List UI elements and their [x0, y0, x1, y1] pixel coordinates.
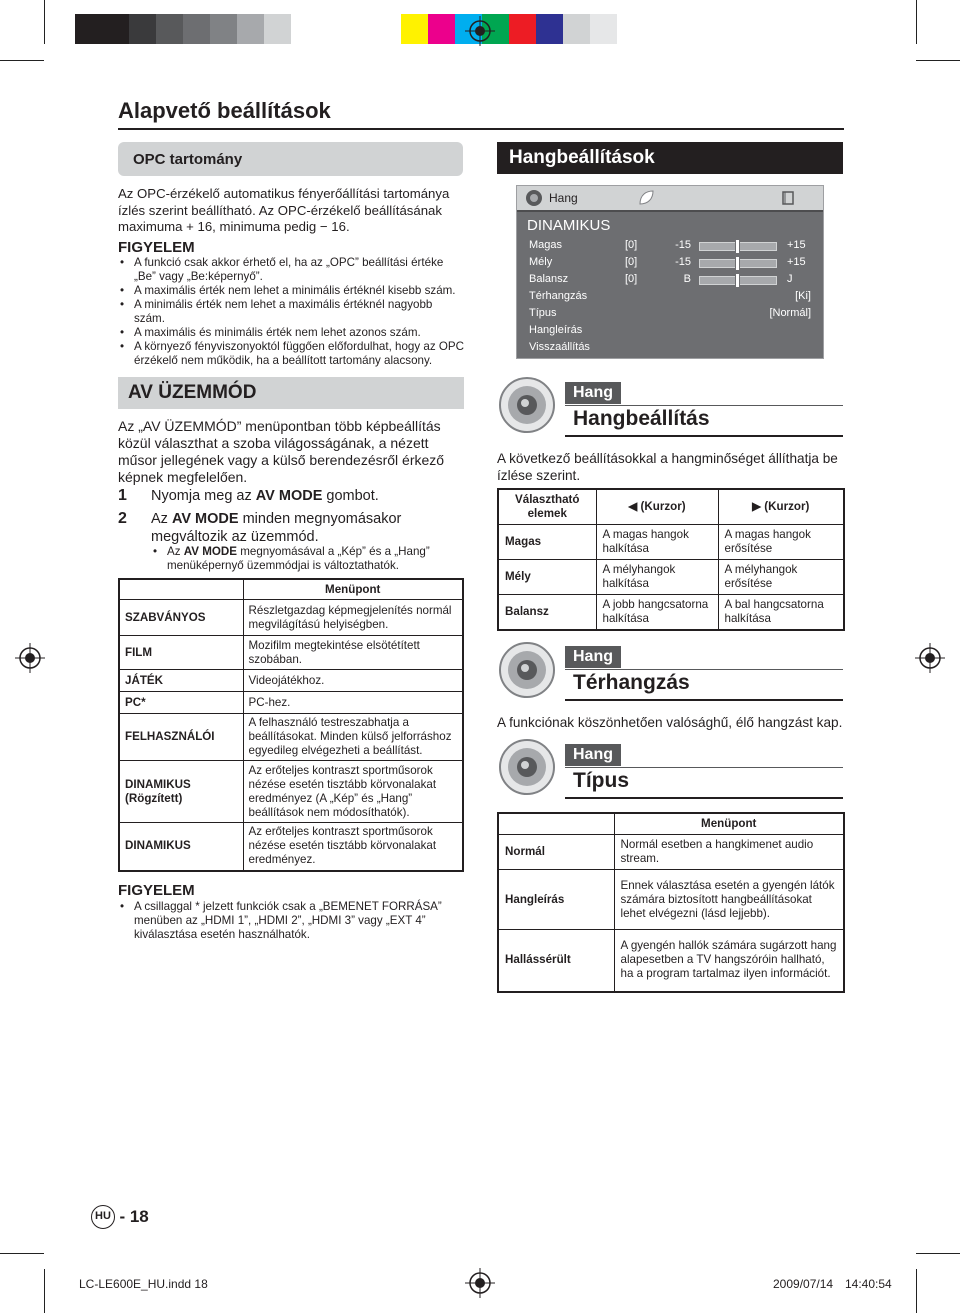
color-swatch [156, 14, 183, 44]
step-text: gombot. [326, 488, 379, 504]
footer-file: LC-LE600E_HU.indd 18 [79, 1277, 208, 1291]
crop-mark [44, 1269, 45, 1313]
osd-menu-item[interactable] [529, 273, 811, 288]
step-text: Az [151, 511, 168, 527]
table-row [119, 714, 463, 761]
av-section-heading [118, 377, 464, 409]
table-row [498, 595, 844, 631]
registration-mark-icon [15, 643, 45, 673]
osd-item-value: [0] [625, 239, 638, 251]
table-cell-value: A magas hangok halkítása [596, 525, 718, 560]
section-title: Típus [573, 769, 629, 792]
table-cell-value: A magas hangok erősítése [718, 525, 844, 560]
list-item: • A maximális és minimális érték nem lehet azonos szám. [118, 326, 464, 340]
osd-slider[interactable] [699, 259, 777, 268]
osd-slider-max: J [787, 273, 793, 285]
osd-slider-max: +15 [787, 256, 806, 268]
osd-content [517, 212, 823, 358]
table-cell-value: Videojátékhoz. [243, 670, 463, 692]
step-2-note [151, 545, 463, 573]
table-row [119, 823, 463, 871]
table-cell-value: Ennek választása esetén a gyengén látók számára biztosított hangbeállításokat lehet elvégezni (lásd lejjebb). [614, 870, 844, 930]
osd-tab-bar [517, 186, 823, 210]
section-rule [565, 767, 843, 768]
table-cell-key: Mély [498, 560, 596, 595]
osd-mode: DINAMIKUS [527, 217, 611, 234]
color-swatch [428, 14, 455, 44]
table-cell-key: Hangleírás [498, 870, 614, 930]
speaker-icon [498, 738, 556, 796]
osd-item-label: Mély [529, 256, 553, 268]
table-row [119, 670, 463, 692]
table-cell-value: A bal hangcsatorna halkítása [718, 595, 844, 631]
table-cell-key: Normál [498, 835, 614, 870]
list-item: • A környező fényviszonyoktól függően előfordulhat, hogy az OPC érzékelő nem működik, ha a beállított tartomány alacsony. [118, 340, 464, 368]
table-header: Menüpont [614, 813, 844, 835]
registration-mark-icon [465, 16, 495, 46]
leaf-icon [637, 189, 655, 207]
step-2 [118, 510, 464, 546]
osd-item-label: Balansz [529, 273, 569, 285]
table-cell-value: A mélyhangok halkítása [596, 560, 718, 595]
table-row [498, 870, 844, 930]
table-cell-value: A mélyhangok erősítése [718, 560, 844, 595]
av-intro: Az „AV ÜZEMMÓD” menüpontban több képbeállítás közül választhat a szoba világosságának, a nézett műsor jellegének vagy a külső berendezésről érkező képnek megfelelően. [118, 418, 445, 485]
color-swatch [563, 14, 590, 44]
sound-type-table [497, 812, 845, 993]
color-swatch [237, 14, 264, 44]
table-cell-value: A jobb hangcsatorna halkítása [596, 595, 718, 631]
slider-knob[interactable] [735, 239, 740, 254]
menu-tag: Hang [565, 646, 621, 668]
osd-tab-label[interactable]: Hang [549, 191, 578, 205]
color-swatch [183, 14, 210, 44]
osd-sound-menu [516, 185, 824, 359]
table-cell-key: PC* [119, 692, 243, 714]
osd-item-value: [0] [625, 256, 638, 268]
language-badge: HU [91, 1205, 115, 1229]
footer-date: 2009/07/14 [773, 1277, 834, 1291]
list-item: • A funkció csak akkor érhető el, ha az „OPC” beállítási értéke „Be” vagy „Be:képernyő”. [118, 256, 464, 284]
table-cell-key: DINAMIKUS (Rögzített) [119, 761, 243, 823]
speaker-icon [498, 641, 556, 699]
av-mode-key: AV MODE [171, 511, 239, 527]
color-swatch [102, 14, 129, 44]
color-swatch [536, 14, 563, 44]
crop-mark [44, 0, 45, 44]
table-row [119, 761, 463, 823]
color-swatch [129, 14, 156, 44]
color-swatch [75, 14, 102, 44]
footer-time: 14:40:54 [845, 1277, 892, 1291]
crop-mark [916, 1269, 917, 1313]
osd-item-label: Magas [529, 239, 563, 251]
table-header: ◀ (Kurzor) [596, 489, 718, 525]
step-1 [118, 487, 464, 505]
section-rule [565, 669, 843, 670]
table-row [498, 560, 844, 595]
menu-tag: Hang [565, 382, 621, 404]
opc-heading-text: OPC tartomány [133, 151, 243, 168]
table-row [119, 692, 463, 714]
section-rule [565, 699, 843, 701]
osd-item-label: Visszaállítás [529, 341, 590, 353]
table-cell-value: A felhasználó testreszabhatja a beállításokat. Minden külső jelforráshoz egyedileg elvégezheti a beállítást. [243, 714, 463, 761]
table-cell-key: JÁTÉK [119, 670, 243, 692]
table-header: ▶ (Kurzor) [718, 489, 844, 525]
step-number: 2 [118, 510, 127, 527]
section-rule [565, 797, 843, 799]
osd-item-value: [Ki] [795, 290, 811, 302]
osd-item-value: [0] [625, 273, 638, 285]
speaker-icon [525, 189, 543, 207]
section-intro: A következő beállításokkal a hangminőséget állíthatja be ízlése szerint. [497, 451, 838, 483]
page-number-text: - 18 [119, 1207, 149, 1226]
list-item: • A csillaggal * jelzett funkciók csak a „BEMENET FORRÁSA” menüben az „HDMI 1”, „HDMI 2”, „HDMI 3” vagy „EXT 4” kiválasztása esetén használhatók. [118, 900, 458, 942]
page-title: Alapvető beállítások [118, 98, 331, 123]
osd-slider-min: -15 [675, 256, 691, 268]
opc-section-heading [118, 142, 463, 176]
osd-menu-item[interactable] [529, 307, 811, 322]
osd-menu-item[interactable] [529, 290, 811, 305]
menu-tag: Hang [565, 744, 621, 766]
osd-menu-item[interactable] [529, 256, 811, 271]
step-text: minden megnyomásakor megváltozik az üzemmód. [151, 511, 402, 545]
sound-settings-header [497, 142, 843, 174]
table-cell-value: Az erőteljes kontraszt sportműsorok nézése esetén tisztább körvonalakat eredményez (A „Kép” és „Hang” beállítások nem módosíthatók). [243, 761, 463, 823]
opc-intro: Az OPC-érzékelő automatikus fényerőállítási tartománya ízlés szerint beállítható. Az OPC-érzékelő beállításának maximuma + 16, minimuma pedig − 16. [118, 186, 450, 234]
list-item: • A minimális érték nem lehet a maximális értéknél nagyobb szám. [118, 298, 464, 326]
av-note-list [118, 900, 458, 942]
color-swatch [590, 14, 617, 44]
av-heading-text: AV ÜZEMMÓD [128, 382, 257, 403]
osd-slider[interactable] [699, 242, 777, 251]
osd-item-label: Hangleírás [529, 324, 583, 336]
table-row [498, 525, 844, 560]
settings-icon [779, 189, 797, 207]
table-header: Menüpont [243, 579, 463, 600]
section-rule [565, 435, 843, 437]
osd-menu-item[interactable] [529, 324, 811, 339]
osd-menu-item[interactable] [529, 341, 811, 356]
crop-mark [0, 60, 44, 61]
osd-menu-item[interactable] [529, 239, 811, 254]
table-cell-key: FILM [119, 636, 243, 670]
sound-settings-table [497, 488, 845, 631]
color-swatch [509, 14, 536, 44]
osd-slider-min: -15 [675, 239, 691, 251]
list-item: • A maximális érték nem lehet a minimális értéknél kisebb szám. [118, 284, 464, 298]
table-row [498, 835, 844, 870]
osd-slider[interactable] [699, 276, 777, 285]
table-cell-value: Az erőteljes kontraszt sportműsorok nézése esetén tisztább körvonalakat eredményez. [243, 823, 463, 871]
table-cell-key: Balansz [498, 595, 596, 631]
table-cell-key: FELHASZNÁLÓI [119, 714, 243, 761]
table-cell-key: DINAMIKUS [119, 823, 243, 871]
sound-settings-title: Hangbeállítások [509, 147, 655, 168]
table-cell-value: Mozifilm megtekintése elsötétített szobában. [243, 636, 463, 670]
table-row [119, 636, 463, 670]
osd-item-label: Típus [529, 307, 557, 319]
table-header: Választható elemek [498, 489, 596, 525]
section-title: Térhangzás [573, 671, 690, 694]
table-cell-value: PC-hez. [243, 692, 463, 714]
crop-mark [916, 1253, 960, 1254]
section-rule [565, 405, 843, 406]
table-cell-key: Magas [498, 525, 596, 560]
step-number: 1 [118, 487, 127, 504]
crop-mark [916, 60, 960, 61]
speaker-icon [498, 376, 556, 434]
osd-slider-min: B [683, 273, 691, 285]
crop-mark [0, 1253, 44, 1254]
registration-mark-icon [915, 643, 945, 673]
slider-knob[interactable] [735, 273, 740, 288]
color-swatch [401, 14, 428, 44]
av-mode-key: AV MODE [255, 488, 323, 504]
opc-note-heading: FIGYELEM [118, 239, 195, 256]
osd-item-label: Térhangzás [529, 290, 588, 302]
page-number [91, 1205, 149, 1229]
table-cell-key: SZABVÁNYOS [119, 600, 243, 636]
av-note-heading: FIGYELEM [118, 882, 195, 899]
color-swatch [210, 14, 237, 44]
crop-mark [916, 0, 917, 44]
slider-knob[interactable] [735, 256, 740, 271]
table-row [498, 930, 844, 992]
list-item: • Az AV MODE megnyomásával a „Kép” és a „Hang” menüképernyő üzemmódjai is változtathatók. [151, 545, 463, 573]
table-cell-value: A gyengén hallók számára sugárzott hang alapesetben a TV hangszóróin hallható, ha a program tartalmaz ilyen információt. [614, 930, 844, 992]
av-mode-table [118, 578, 464, 872]
opc-note-list [118, 256, 464, 368]
table-cell-value: Normál esetben a hangkimenet audio stream. [614, 835, 844, 870]
table-cell-value: Részletgazdag képmegjelenítés normál megvilágítású helyiségben. [243, 600, 463, 636]
osd-item-value: [Normál] [769, 307, 811, 319]
title-divider [118, 128, 844, 130]
color-swatch [264, 14, 291, 44]
registration-mark-icon [465, 1268, 495, 1298]
table-row [119, 600, 463, 636]
table-cell-key: Hallássérült [498, 930, 614, 992]
section-title: Hangbeállítás [573, 407, 710, 430]
osd-slider-max: +15 [787, 239, 806, 251]
step-text: Nyomja meg az [151, 488, 252, 504]
section-intro: A funkciónak köszönhetően valósághű, élő hangzást kap. [497, 715, 843, 730]
